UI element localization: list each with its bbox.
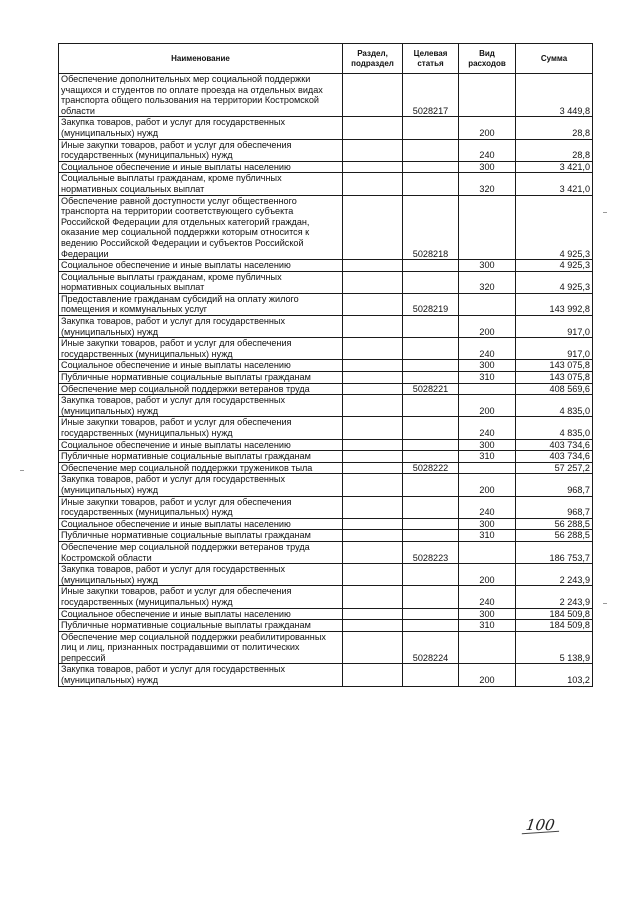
row-sum-cell: 4 925,3 (516, 260, 593, 272)
row-section-cell (343, 383, 403, 395)
row-target-cell: 5028218 (403, 195, 459, 260)
row-sum-cell: 4 925,3 (516, 271, 593, 293)
table-row (59, 586, 593, 608)
row-target-cell: 5028222 (403, 462, 459, 474)
row-name-cell: Социальное обеспечение и иные выплаты населению (59, 439, 343, 451)
row-section-cell (343, 161, 403, 173)
row-target-cell: 5028223 (403, 541, 459, 563)
row-expense-type-cell: 310 (459, 451, 516, 463)
table-row (59, 260, 593, 272)
row-sum-cell: 408 569,6 (516, 383, 593, 395)
row-sum-cell: 403 734,6 (516, 439, 593, 451)
row-section-cell (343, 338, 403, 360)
row-target-cell (403, 260, 459, 272)
row-name-cell: Иные закупки товаров, работ и услуг для обеспечения государственных (муниципальных) нужд (59, 496, 343, 518)
row-name-cell: Социальные выплаты гражданам, кроме публичных нормативных социальных выплат (59, 173, 343, 195)
row-section-cell (343, 620, 403, 632)
row-name-cell: Закупка товаров, работ и услуг для государственных (муниципальных) нужд (59, 474, 343, 496)
row-section-cell (343, 260, 403, 272)
row-name-cell: Обеспечение мер социальной поддержки ветеранов труда (59, 383, 343, 395)
row-name-cell: Иные закупки товаров, работ и услуг для обеспечения государственных (муниципальных) нужд (59, 417, 343, 439)
row-name-cell: Обеспечение равной доступности услуг общественного транспорта на территории соответствующего субъекта Российской Федерации для отдельных категорий граждан, оказание мер социальной поддержки которым относится к ведению Российской Федерации и субъектов Российской Федерации (59, 195, 343, 260)
table-row (59, 383, 593, 395)
table-row (59, 608, 593, 620)
row-name-cell: Публичные нормативные социальные выплаты гражданам (59, 620, 343, 632)
table-row (59, 74, 593, 117)
row-expense-type-cell: 200 (459, 316, 516, 338)
row-sum-cell: 917,0 (516, 338, 593, 360)
row-section-cell (343, 530, 403, 542)
table-row (59, 417, 593, 439)
row-target-cell (403, 173, 459, 195)
row-target-cell: 5028219 (403, 293, 459, 315)
row-sum-cell: 143 075,8 (516, 360, 593, 372)
table-row (59, 372, 593, 384)
row-name-cell: Социальное обеспечение и иные выплаты населению (59, 518, 343, 530)
row-sum-cell: 184 509,8 (516, 608, 593, 620)
table-row (59, 631, 593, 664)
row-expense-type-cell: 240 (459, 338, 516, 360)
row-sum-cell: 4 835,0 (516, 395, 593, 417)
row-section-cell (343, 293, 403, 315)
row-sum-cell: 5 138,9 (516, 631, 593, 664)
row-section-cell (343, 195, 403, 260)
table-row (59, 195, 593, 260)
row-target-cell: 5028217 (403, 74, 459, 117)
row-section-cell (343, 541, 403, 563)
row-sum-cell: 28,8 (516, 139, 593, 161)
row-name-cell: Публичные нормативные социальные выплаты гражданам (59, 451, 343, 463)
row-section-cell (343, 316, 403, 338)
row-sum-cell: 57 257,2 (516, 462, 593, 474)
row-expense-type-cell: 240 (459, 139, 516, 161)
table-row (59, 271, 593, 293)
row-expense-type-cell: 310 (459, 530, 516, 542)
row-name-cell: Иные закупки товаров, работ и услуг для обеспечения государственных (муниципальных) нужд (59, 586, 343, 608)
row-section-cell (343, 496, 403, 518)
row-expense-type-cell (459, 541, 516, 563)
row-target-cell (403, 608, 459, 620)
table-row (59, 117, 593, 139)
row-sum-cell: 4 835,0 (516, 417, 593, 439)
row-target-cell: 5028224 (403, 631, 459, 664)
row-expense-type-cell: 300 (459, 518, 516, 530)
row-section-cell (343, 518, 403, 530)
row-name-cell: Иные закупки товаров, работ и услуг для обеспечения государственных (муниципальных) нужд (59, 139, 343, 161)
row-sum-cell: 143 075,8 (516, 372, 593, 384)
row-name-cell: Обеспечение мер социальной поддержки ветеранов труда Костромской области (59, 541, 343, 563)
row-sum-cell: 56 288,5 (516, 530, 593, 542)
row-expense-type-cell: 300 (459, 161, 516, 173)
row-section-cell (343, 451, 403, 463)
row-target-cell (403, 530, 459, 542)
row-sum-cell: 56 288,5 (516, 518, 593, 530)
row-expense-type-cell: 320 (459, 271, 516, 293)
row-section-cell (343, 139, 403, 161)
row-name-cell: Обеспечение дополнительных мер социальной поддержки учащихся и студентов по оплате проезда на отдельных видах транспорта общего пользования на территории Костромской области (59, 74, 343, 117)
row-sum-cell: 403 734,6 (516, 451, 593, 463)
row-section-cell (343, 117, 403, 139)
table-row (59, 474, 593, 496)
row-name-cell: Социальное обеспечение и иные выплаты населению (59, 608, 343, 620)
row-name-cell: Социальное обеспечение и иные выплаты населению (59, 360, 343, 372)
table-row (59, 316, 593, 338)
row-section-cell (343, 372, 403, 384)
table-row (59, 395, 593, 417)
row-name-cell: Социальное обеспечение и иные выплаты населению (59, 161, 343, 173)
row-expense-type-cell: 240 (459, 496, 516, 518)
row-section-cell (343, 608, 403, 620)
margin-mark (20, 470, 24, 471)
table-row (59, 360, 593, 372)
table-row (59, 518, 593, 530)
row-target-cell (403, 417, 459, 439)
row-target-cell (403, 664, 459, 686)
row-target-cell (403, 338, 459, 360)
row-sum-cell: 968,7 (516, 474, 593, 496)
row-target-cell (403, 474, 459, 496)
row-name-cell: Закупка товаров, работ и услуг для государственных (муниципальных) нужд (59, 564, 343, 586)
row-section-cell (343, 586, 403, 608)
row-expense-type-cell: 300 (459, 608, 516, 620)
table-row (59, 161, 593, 173)
row-target-cell (403, 271, 459, 293)
row-name-cell: Предоставление гражданам субсидий на оплату жилого помещения и коммунальных услуг (59, 293, 343, 315)
row-name-cell: Обеспечение мер социальной поддержки реабилитированных лиц и лиц, признанных пострадавшими от политических репрессий (59, 631, 343, 664)
row-name-cell: Публичные нормативные социальные выплаты гражданам (59, 530, 343, 542)
row-section-cell (343, 395, 403, 417)
row-expense-type-cell: 200 (459, 664, 516, 686)
row-section-cell (343, 664, 403, 686)
row-expense-type-cell (459, 74, 516, 117)
row-target-cell (403, 439, 459, 451)
row-expense-type-cell: 320 (459, 173, 516, 195)
header-target: Целевая статья (403, 44, 459, 74)
row-expense-type-cell: 300 (459, 260, 516, 272)
margin-mark (603, 603, 607, 604)
row-section-cell (343, 462, 403, 474)
table-row (59, 530, 593, 542)
row-target-cell (403, 316, 459, 338)
row-sum-cell: 143 992,8 (516, 293, 593, 315)
table-row (59, 173, 593, 195)
row-target-cell (403, 586, 459, 608)
row-section-cell (343, 439, 403, 451)
row-section-cell (343, 360, 403, 372)
row-sum-cell: 186 753,7 (516, 541, 593, 563)
row-name-cell: Обеспечение мер социальной поддержки тружеников тыла (59, 462, 343, 474)
row-name-cell: Закупка товаров, работ и услуг для государственных (муниципальных) нужд (59, 395, 343, 417)
row-target-cell (403, 117, 459, 139)
row-sum-cell: 3 449,8 (516, 74, 593, 117)
row-expense-type-cell: 200 (459, 564, 516, 586)
table-row (59, 139, 593, 161)
row-sum-cell: 103,2 (516, 664, 593, 686)
row-expense-type-cell: 300 (459, 360, 516, 372)
row-expense-type-cell (459, 195, 516, 260)
row-target-cell (403, 360, 459, 372)
row-target-cell (403, 620, 459, 632)
table-row (59, 664, 593, 686)
row-name-cell: Иные закупки товаров, работ и услуг для обеспечения государственных (муниципальных) нужд (59, 338, 343, 360)
row-sum-cell: 3 421,0 (516, 161, 593, 173)
row-expense-type-cell: 240 (459, 586, 516, 608)
row-name-cell: Публичные нормативные социальные выплаты гражданам (59, 372, 343, 384)
row-target-cell (403, 139, 459, 161)
row-name-cell: Закупка товаров, работ и услуг для государственных (муниципальных) нужд (59, 117, 343, 139)
row-sum-cell: 2 243,9 (516, 564, 593, 586)
row-name-cell: Социальное обеспечение и иные выплаты населению (59, 260, 343, 272)
row-target-cell (403, 496, 459, 518)
row-expense-type-cell: 200 (459, 474, 516, 496)
header-expense-type: Вид расходов (459, 44, 516, 74)
row-expense-type-cell: 200 (459, 395, 516, 417)
header-section: Раздел, подраздел (343, 44, 403, 74)
table-row (59, 439, 593, 451)
table-row (59, 496, 593, 518)
row-sum-cell: 2 243,9 (516, 586, 593, 608)
row-sum-cell: 4 925,3 (516, 195, 593, 260)
row-target-cell: 5028221 (403, 383, 459, 395)
row-expense-type-cell: 300 (459, 439, 516, 451)
row-section-cell (343, 173, 403, 195)
row-section-cell (343, 474, 403, 496)
page-number: 100 (524, 816, 556, 834)
row-section-cell (343, 74, 403, 117)
table-header-row (59, 44, 593, 74)
row-expense-type-cell (459, 383, 516, 395)
row-sum-cell: 3 421,0 (516, 173, 593, 195)
row-expense-type-cell (459, 462, 516, 474)
row-expense-type-cell: 240 (459, 417, 516, 439)
row-sum-cell: 917,0 (516, 316, 593, 338)
row-expense-type-cell (459, 631, 516, 664)
row-section-cell (343, 417, 403, 439)
row-name-cell: Закупка товаров, работ и услуг для государственных (муниципальных) нужд (59, 316, 343, 338)
row-section-cell (343, 631, 403, 664)
budget-table (58, 43, 593, 687)
row-section-cell (343, 271, 403, 293)
header-sum: Сумма (516, 44, 593, 74)
table-row (59, 620, 593, 632)
table-row (59, 462, 593, 474)
table-row (59, 564, 593, 586)
table-row (59, 293, 593, 315)
row-target-cell (403, 518, 459, 530)
row-target-cell (403, 564, 459, 586)
row-expense-type-cell: 200 (459, 117, 516, 139)
margin-mark (603, 212, 607, 213)
header-name: Наименование (59, 44, 343, 74)
table-row (59, 451, 593, 463)
row-target-cell (403, 395, 459, 417)
row-target-cell (403, 372, 459, 384)
row-name-cell: Закупка товаров, работ и услуг для государственных (муниципальных) нужд (59, 664, 343, 686)
row-expense-type-cell: 310 (459, 620, 516, 632)
row-expense-type-cell (459, 293, 516, 315)
row-section-cell (343, 564, 403, 586)
row-target-cell (403, 161, 459, 173)
row-name-cell: Социальные выплаты гражданам, кроме публичных нормативных социальных выплат (59, 271, 343, 293)
row-expense-type-cell: 310 (459, 372, 516, 384)
row-target-cell (403, 451, 459, 463)
table-row (59, 541, 593, 563)
row-sum-cell: 184 509,8 (516, 620, 593, 632)
table-row (59, 338, 593, 360)
row-sum-cell: 968,7 (516, 496, 593, 518)
row-sum-cell: 28,8 (516, 117, 593, 139)
